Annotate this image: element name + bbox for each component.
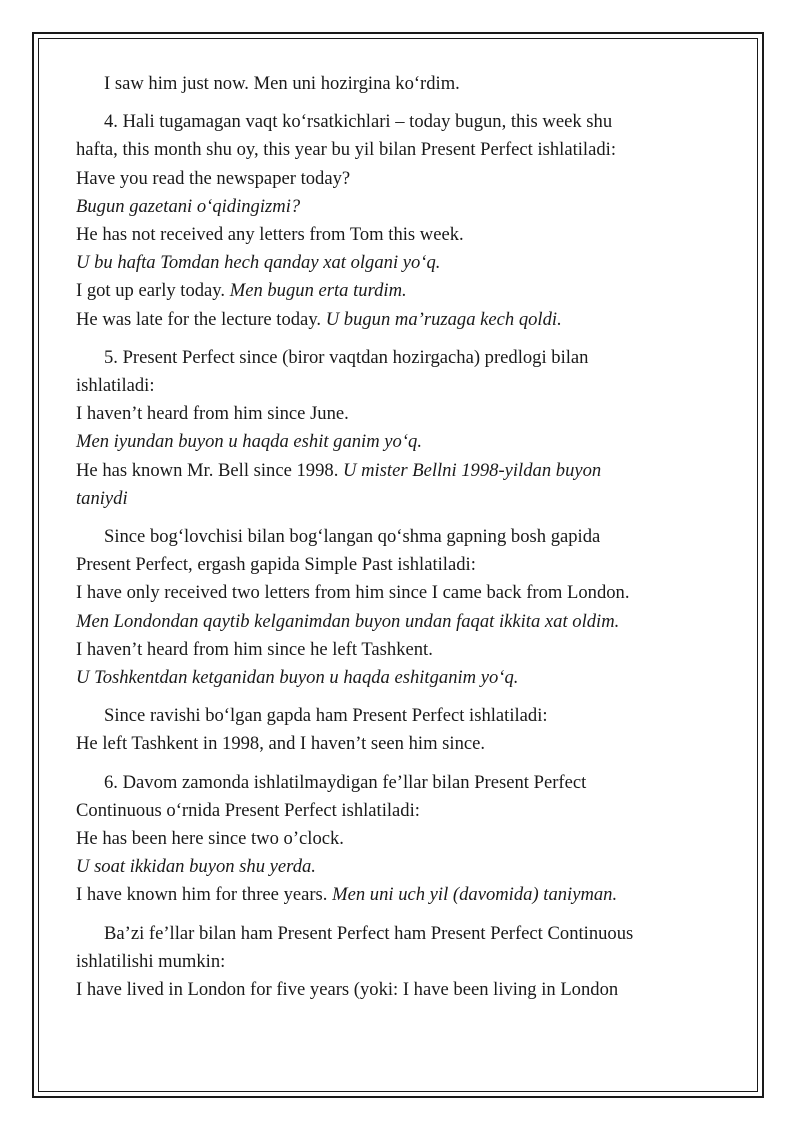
example-english: He left Tashkent in 1998, and I haven’t seen him since. <box>76 733 486 755</box>
example-translation: U bugun ma’ruzaga kech qoldi. <box>325 308 562 330</box>
example-line <box>76 457 726 485</box>
rule-text: Ba’zi fe’llar bilan ham Present Perfect ham Present Perfect Continuous <box>104 922 634 944</box>
example-english: I have only received two letters from him since I came back from London. <box>76 582 630 604</box>
example-translation: U Toshkentdan ketganidan buyon u haqda eshitganim yo‘q. <box>76 667 519 689</box>
example-english: He was late for the lecture today. <box>76 308 326 330</box>
example-english: I haven’t heard from him since June. <box>76 403 349 425</box>
example-line <box>76 881 726 909</box>
example-line <box>76 277 726 305</box>
example-english: Have you read the newspaper today? <box>76 167 351 189</box>
example-english: I got up early today. <box>76 280 230 302</box>
rule-text: Present Perfect, ergash gapida Simple Past ishlatiladi: <box>76 554 476 576</box>
example-translation: Men bugun erta turdim. <box>229 280 407 302</box>
example-english: He has known Mr. Bell since 1998. <box>76 459 343 481</box>
rule-text: Continuous o‘rnida Present Perfect ishlatiladi: <box>76 799 420 821</box>
example-translation: Men Londondan qaytib kelganimdan buyon undan faqat ikkita xat oldim. <box>76 610 620 632</box>
example-line: I saw him just now. Men uni hozirgina ko‘rdim. <box>104 73 460 94</box>
example-english: I have known him for three years. <box>76 884 333 906</box>
example-translation: Men uni uch yil (davomida) taniyman. <box>332 884 618 906</box>
example-translation: Men iyundan buyon u haqda eshit ganim yo‘q. <box>76 431 422 453</box>
rule-text: ishlatiladi: <box>76 375 155 397</box>
rule-text: Since ravishi bo‘lgan gapda ham Present Perfect ishlatiladi: <box>104 705 548 727</box>
example-english: I haven’t heard from him since he left Tashkent. <box>76 638 433 660</box>
example-translation: taniydi <box>76 487 128 509</box>
rule-text: Since bog‘lovchisi bilan bog‘langan qo‘shma gapning bosh gapida <box>104 526 601 548</box>
example-translation: U soat ikkidan buyon shu yerda. <box>76 856 316 878</box>
rule-6-heading: 6. Davom zamonda ishlatilmaydigan fe’llar bilan Present Perfect <box>104 771 587 793</box>
rule-text: hafta, this month shu oy, this year bu yil bilan Present Perfect ishlatiladi: <box>76 139 616 161</box>
document-body <box>76 70 726 1004</box>
example-translation: U bu hafta Tomdan hech qanday xat olgani yo‘q. <box>76 252 441 274</box>
example-english: I have lived in London for five years (yoki: I have been living in London <box>76 979 619 1001</box>
rule-text: ishlatilishi mumkin: <box>76 950 226 972</box>
example-translation: Bugun gazetani o‘qidingizmi? <box>76 195 301 217</box>
example-translation: U mister Bellni 1998-yildan buyon <box>343 459 602 481</box>
rule-4-heading: 4. Hali tugamagan vaqt ko‘rsatkichlari – today bugun, this week shu <box>104 111 613 133</box>
example-english: He has been here since two o’clock. <box>76 828 344 850</box>
example-english: He has not received any letters from Tom this week. <box>76 224 464 246</box>
example-line <box>76 306 726 334</box>
rule-5-heading: 5. Present Perfect since (biror vaqtdan hozirgacha) predlogi bilan <box>104 346 589 368</box>
